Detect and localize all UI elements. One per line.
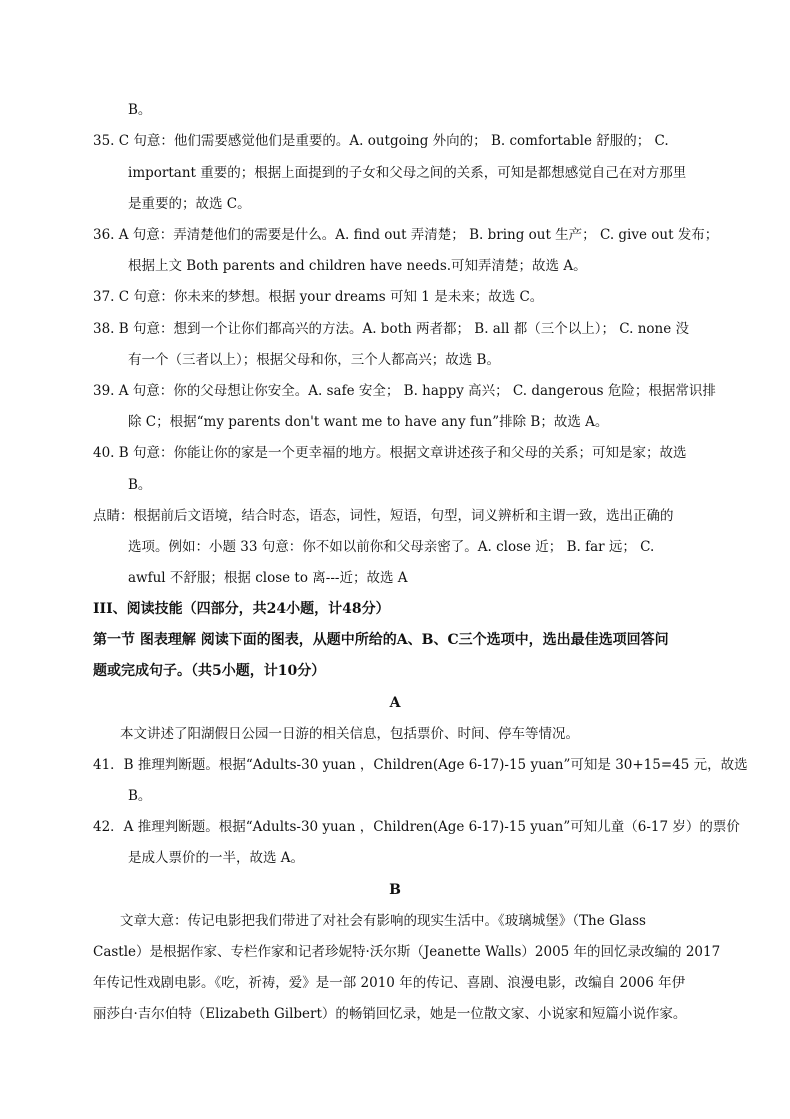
text-line: 点睛：根据前后文语境，结合时态，语态，词性，短语，句型，词义辨析和主谓一致，选出正确的 xyxy=(93,508,674,524)
text-line: awful 不舒服；根据 close to 离---近；故选 A xyxy=(128,570,408,586)
text-line: important 重要的；根据上面提到的子女和父母之间的关系，可知是都想感觉自己在对方那里 xyxy=(128,165,687,181)
text-line: 42．A 推理判断题。根据“Adults-30 yuan ，Children(Age 6-17)-15 yuan”可知儿童（6-17 岁）的票价 xyxy=(93,819,740,835)
text-line: 40. B 句意：你能让你的家是一个更幸福的地方。根据文章讲述孩子和父母的关系；可知是家；故选 xyxy=(93,445,687,461)
text-line: 38. B 句意：想到一个让你们都高兴的方法。A. both 两者都； B. all 都（三个以上）； C. none 没 xyxy=(93,321,690,337)
section-instruction: 第一节 图表理解 阅读下面的图表，从题中所给的A、B、C三个选项中，选出最佳选项回答问 xyxy=(93,632,669,648)
text-line: 39. A 句意：你的父母想让你安全。A. safe 安全； B. happy 高兴； C. dangerous 危险；根据常识排 xyxy=(93,383,716,399)
text-line: Castle）是根据作家、专栏作家和记者珍妮特·沃尔斯（Jeanette Walls）2005 年的回忆录改编的 2017 xyxy=(93,944,721,960)
text-line: B。 xyxy=(128,102,152,118)
section-heading: III、阅读技能（四部分，共24小题，计48分） xyxy=(93,601,390,617)
text-line: 有一个（三者以上）；根据父母和你，三个人都高兴；故选 B。 xyxy=(128,352,500,368)
text-line: 年传记性戏剧电影。《吃，祈祷，爱》是一部 2010 年的传记、喜剧、浪漫电影，改编自 2006 年伊 xyxy=(93,975,686,991)
text-line: 41．B 推理判断题。根据“Adults-30 yuan ，Children(Age 6-17)-15 yuan”可知是 30+15=45 元，故选 xyxy=(93,757,748,773)
text-line: 是成人票价的一半，故选 A。 xyxy=(128,850,305,866)
text-line: B。 xyxy=(128,788,152,804)
text-line: 除 C；根据“my parents don't want me to have any fun”排除 B；故选 A。 xyxy=(128,414,609,430)
passage-label-a: A xyxy=(389,695,401,711)
text-line: 选项。例如：小题 33 句意：你不如以前你和父母亲密了。A. close 近； B. far 远； C. xyxy=(128,539,655,555)
section-instruction: 题或完成句子。（共5小题，计10分） xyxy=(93,663,326,679)
text-line: 是重要的；故选 C。 xyxy=(128,196,251,212)
passage-label-b: B xyxy=(389,882,401,898)
text-line: 37. C 句意：你未来的梦想。根据 your dreams 可知 1 是未来；故选 C。 xyxy=(93,289,544,305)
text-line: 丽莎白·吉尔伯特（Elizabeth Gilbert）的畅销回忆录，她是一位散文家、小说家和短篇小说作家。 xyxy=(93,1006,687,1022)
text-line: 文章大意：传记电影把我们带进了对社会有影响的现实生活中。《玻璃城堡》（The Glass xyxy=(120,913,646,929)
text-line: 35. C 句意：他们需要感觉他们是重要的。A. outgoing 外向的； B. comfortable 舒服的； C. xyxy=(93,133,669,149)
text-line: B。 xyxy=(128,477,152,493)
text-line: 36. A 句意：弄清楚他们的需要是什么。A. find out 弄清楚； B. bring out 生产； C. give out 发布； xyxy=(93,227,719,243)
text-line: 根据上文 Both parents and children have needs.可知弄清楚；故选 A。 xyxy=(128,258,587,274)
text-line: 本文讲述了阳湖假日公园一日游的相关信息，包括票价、时间、停车等情况。 xyxy=(120,726,579,742)
